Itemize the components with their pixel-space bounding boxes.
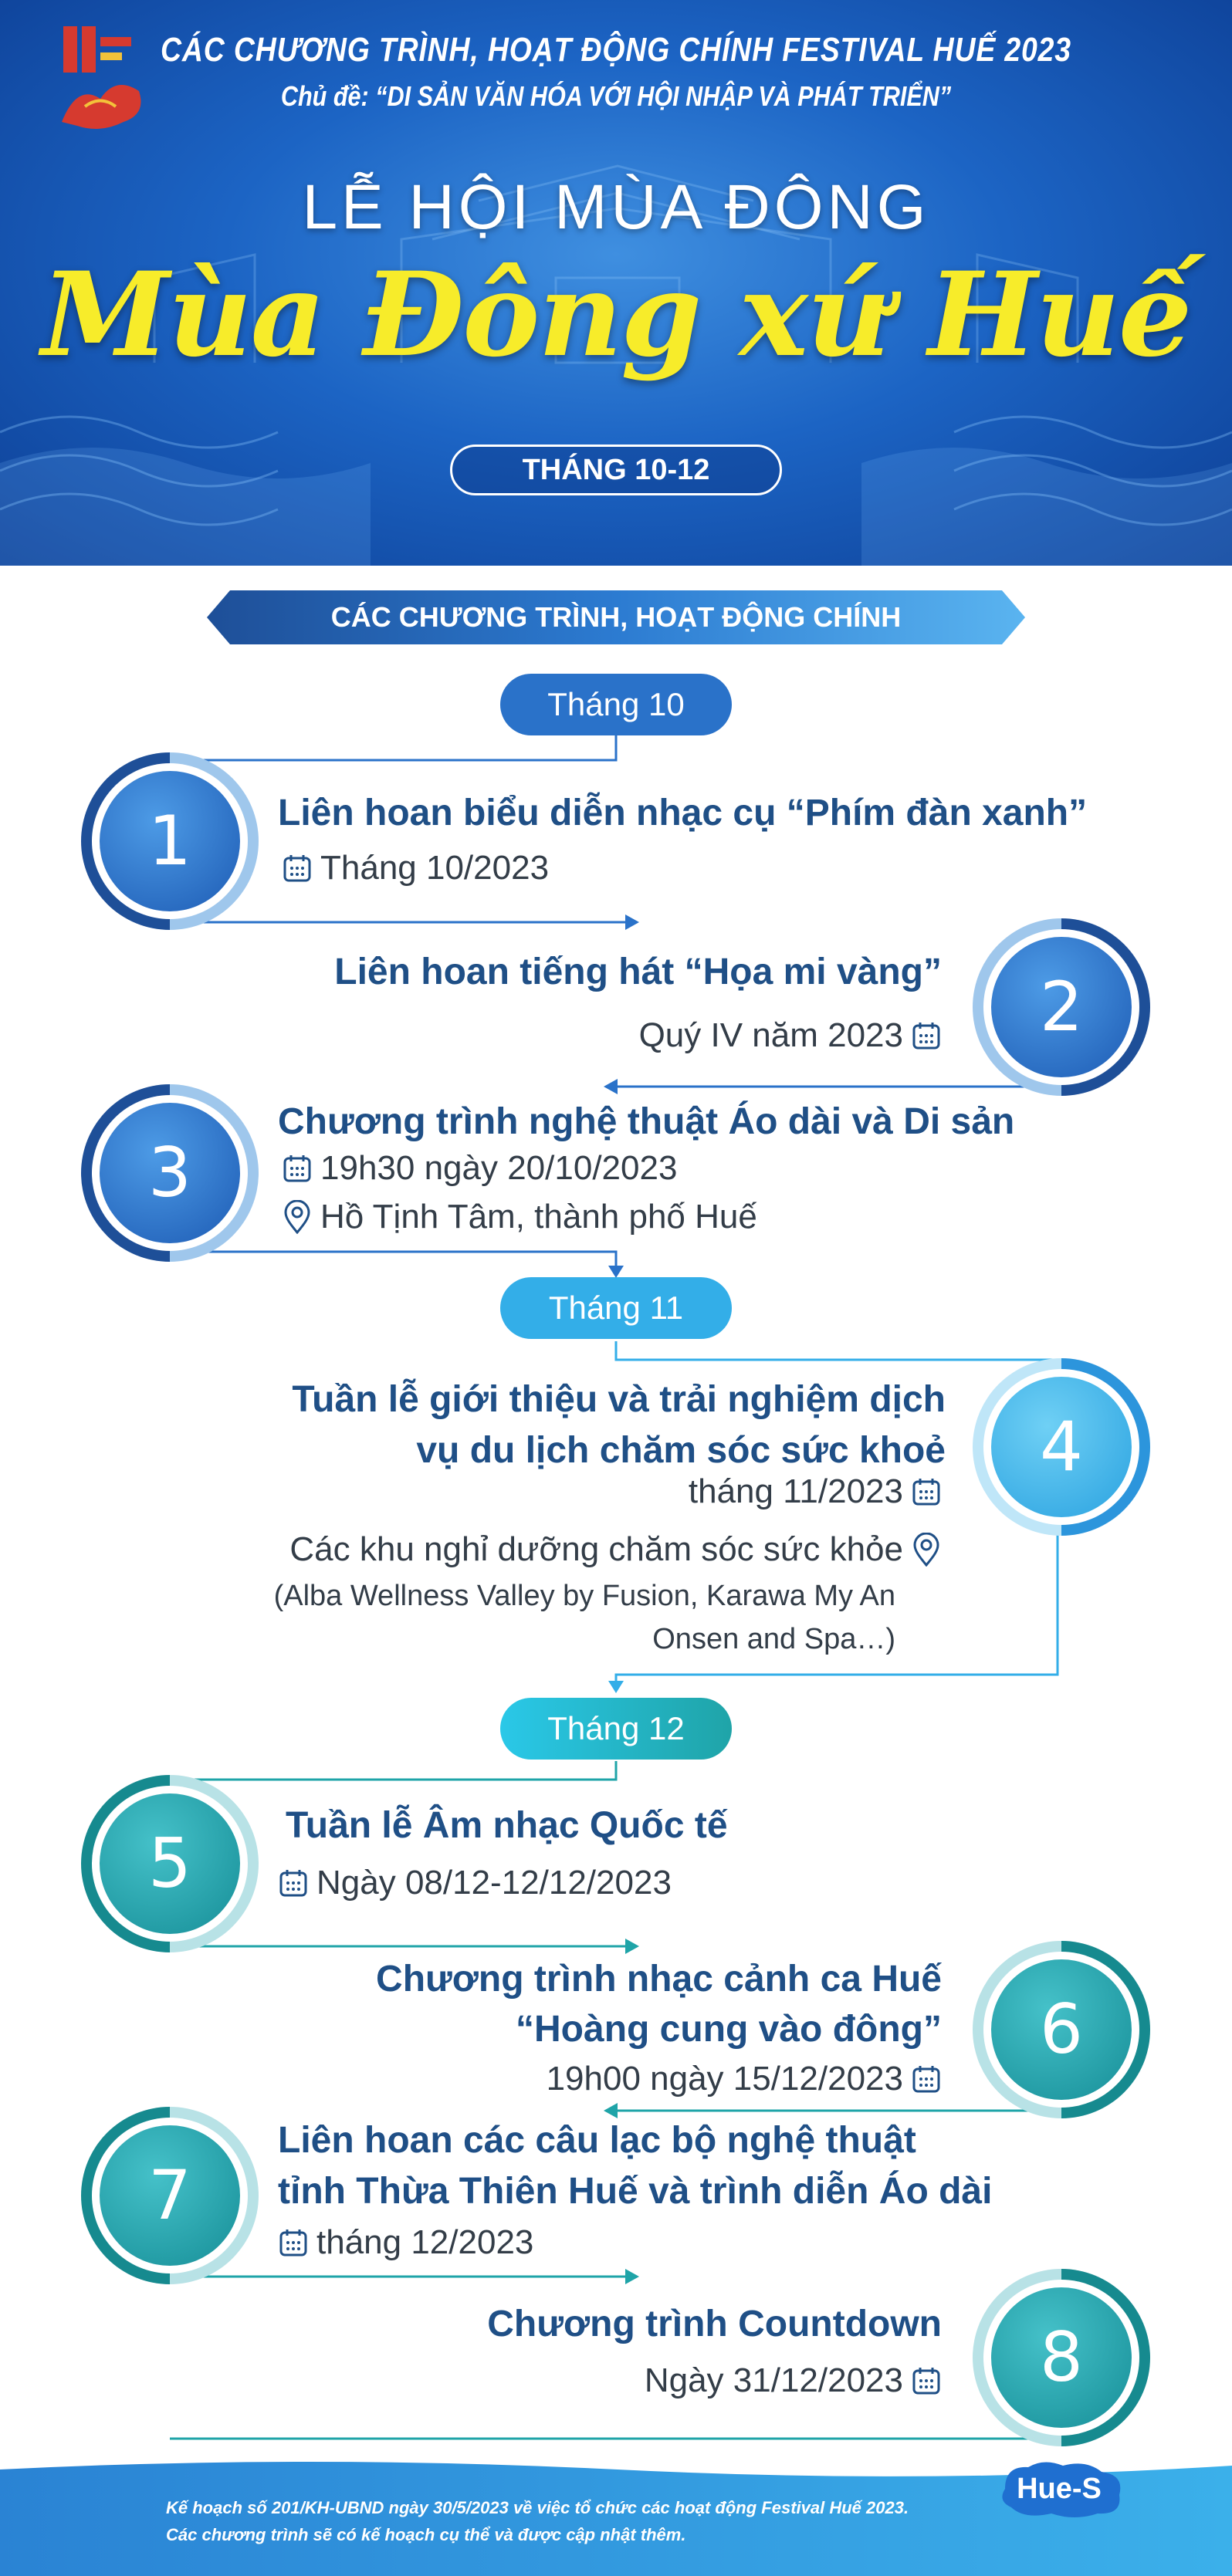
event-8-date: Ngày 31/12/2023 [324, 2358, 942, 2404]
event-8-title: Chương trình Countdown [487, 2304, 942, 2344]
event-6-title-line1: Chương trình nhạc cảnh ca Huế [376, 1959, 942, 2000]
calendar-icon [911, 2365, 942, 2396]
event-4-location: Các khu nghỉ dưỡng chăm sóc sức khỏe [154, 1526, 942, 1573]
script-title: Mùa Đông xứ Huế [41, 247, 1191, 383]
event-3-title: Chương trình nghệ thuật Áo dài và Di sản [278, 1101, 1015, 1142]
event-5-date: Ngày 08/12-12/12/2023 [278, 1860, 973, 1906]
month-december: Tháng 12 [500, 1698, 732, 1760]
event-7-date: tháng 12/2023 [278, 2219, 895, 2266]
calendar-icon [278, 2227, 309, 2258]
event-6-date: 19h00 ngày 15/12/2023 [324, 2056, 942, 2102]
event-4-location-detail-line1: (Alba Wellness Valley by Fusion, Karawa My An [273, 1580, 895, 1612]
event-3-date: 19h30 ngày 20/10/2023 [282, 1145, 976, 1192]
event-7-title-line2: tỉnh Thừa Thiên Huế và trình diễn Áo dài [278, 2171, 993, 2212]
location-pin-icon [911, 1533, 942, 1567]
location-pin-icon [282, 1200, 313, 1234]
month-november: Tháng 11 [500, 1277, 732, 1339]
event-1-date: Tháng 10/2023 [282, 845, 899, 891]
calendar-icon [911, 2064, 942, 2094]
event-1-title: Liên hoan biểu diễn nhạc cụ “Phím đàn xanh” [278, 793, 1088, 833]
event-number-7: 7 [81, 2107, 259, 2284]
event-4-title-line2: vụ du lịch chăm sóc sức khoẻ [416, 1430, 946, 1471]
calendar-icon [911, 1020, 942, 1051]
period-badge: THÁNG 10-12 [450, 445, 782, 495]
event-2-title: Liên hoan tiếng hát “Họa mi vàng” [334, 952, 942, 992]
event-2-date: Quý IV năm 2023 [324, 1012, 942, 1059]
month-october: Tháng 10 [500, 674, 732, 735]
event-6-title-line2: “Hoàng cung vào đông” [516, 2009, 942, 2050]
header-theme: Chủ đề: “DI SẢN VĂN HÓA VỚI HỘI NHẬP VÀ PHÁT TRIỂN” [280, 80, 952, 112]
event-7-title-line1: Liên hoan các câu lạc bộ nghệ thuật [278, 2120, 916, 2161]
footer-note-line2: Các chương trình sẽ có kế hoạch cụ thể và được cập nhật thêm. [166, 2525, 686, 2544]
calendar-icon [911, 1476, 942, 1507]
event-number-3: 3 [81, 1084, 259, 1262]
header-title: CÁC CHƯƠNG TRÌNH, HOẠT ĐỘNG CHÍNH FESTIVAL HUẾ 2023 [161, 31, 1071, 69]
hue-s-logo [990, 2458, 1129, 2520]
event-number-4: 4 [973, 1358, 1150, 1536]
event-number-8: 8 [973, 2269, 1150, 2446]
event-4-location-detail-line2: Onsen and Spa…) [652, 1623, 895, 1655]
event-number-1: 1 [81, 752, 259, 930]
event-number-5: 5 [81, 1775, 259, 1952]
event-3-location: Hồ Tịnh Tâm, thành phố Huế [282, 1194, 976, 1240]
section-banner-label: CÁC CHƯƠNG TRÌNH, HOẠT ĐỘNG CHÍNH [330, 601, 902, 633]
calendar-icon [282, 1153, 313, 1184]
festival-name: LỄ HỘI MÙA ĐÔNG [302, 172, 930, 242]
calendar-icon [282, 853, 313, 884]
footer-note-line1: Kế hoạch số 201/KH-UBND ngày 30/5/2023 về việc tổ chức các hoạt động Festival Huế 2023. [166, 2498, 909, 2517]
calendar-icon [278, 1868, 309, 1898]
event-number-2: 2 [973, 918, 1150, 1096]
event-4-date: tháng 11/2023 [324, 1469, 942, 1515]
hue-s-brand: Hue-S [1017, 2473, 1102, 2505]
event-4-title-line1: Tuần lễ giới thiệu và trải nghiệm dịch [292, 1379, 946, 1420]
event-5-title: Tuần lễ Âm nhạc Quốc tế [286, 1805, 728, 1846]
event-number-6: 6 [973, 1941, 1150, 2118]
